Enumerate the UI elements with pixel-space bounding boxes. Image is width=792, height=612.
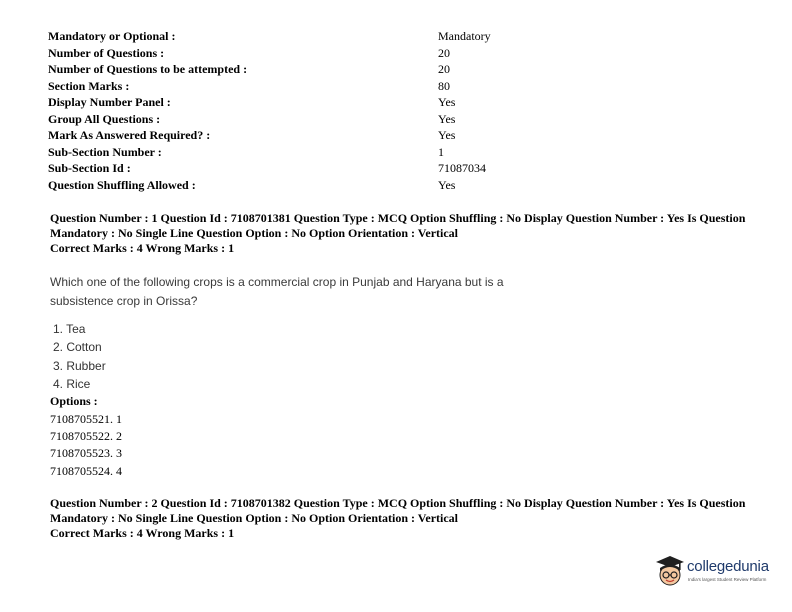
option-id-list [50,411,122,480]
brand-name: collegedunia [687,558,769,575]
question-1-text [50,273,530,311]
info-row [48,177,568,194]
question-1-meta-line2: Mandatory : No Single Line Question Option : No Option Orientation : Vertical [50,226,459,240]
option-id: 7108705524. 4 [50,463,122,478]
info-label: Question Shuffling Allowed : [48,177,196,192]
info-value: Yes [438,111,456,126]
collegedunia-logo [655,555,785,591]
question-1-marks: Correct Marks : 4 Wrong Marks : 1 [50,241,235,255]
question-2-marks: Correct Marks : 4 Wrong Marks : 1 [50,526,235,540]
choice-item: 2. Cotton [53,340,102,355]
info-row [48,144,568,161]
brand-tagline: India's largest Student Review Platform [688,577,767,582]
section-info-table [48,28,568,193]
info-label: Number of Questions to be attempted : [48,62,248,76]
info-label: Group All Questions : [48,111,161,126]
info-row [48,111,568,128]
info-label: Section Marks : [48,78,130,93]
info-value: 71087034 [438,161,486,175]
option-id: 7108705522. 2 [50,429,122,444]
info-label: Sub-Section Id : [48,161,131,175]
info-value: Yes [438,95,456,109]
choice-item: 3. Rubber [53,358,106,373]
graduate-face-icon [655,555,685,589]
info-row [48,127,568,144]
info-label: Number of Questions : [48,45,165,60]
question-1-header [50,211,770,256]
info-value: Yes [438,128,456,142]
info-value: 20 [438,62,450,76]
question-1-choices [53,320,106,393]
option-id: 7108705523. 3 [50,446,122,461]
question-2-meta-line1: Question Number : 2 Question Id : 7108701382 Question Type : MCQ Option Shuffling : No Display Question Number : Yes Is Question [50,496,746,510]
info-value: 80 [438,78,450,93]
option-id: 7108705521. 1 [50,412,122,426]
info-label: Display Number Panel : [48,95,171,109]
question-2-meta-line2: Mandatory : No Single Line Question Option : No Option Orientation : Vertical [50,511,459,525]
info-label: Mandatory or Optional : [48,29,176,43]
question-1-text-line1: Which one of the following crops is a commercial crop in Punjab and Haryana but is a [50,275,504,289]
info-row [48,61,568,78]
options-label: Options : [50,394,98,408]
info-label: Mark As Answered Required? : [48,128,211,142]
info-row [48,28,568,45]
info-row [48,94,568,111]
question-1-text-line2: subsistence crop in Orissa? [50,294,198,308]
info-label: Sub-Section Number : [48,144,162,159]
info-row [48,45,568,62]
info-value: Yes [438,177,456,192]
info-value: 20 [438,45,450,60]
info-row [48,78,568,95]
choice-item: 1. Tea [53,322,86,336]
question-2-header [50,496,770,541]
info-value: 1 [438,144,444,159]
choice-item: 4. Rice [53,376,91,391]
question-1-meta-line1: Question Number : 1 Question Id : 7108701381 Question Type : MCQ Option Shuffling : No Display Question Number : Yes Is Question [50,211,746,225]
info-value: Mandatory [438,29,491,43]
info-row [48,160,568,177]
